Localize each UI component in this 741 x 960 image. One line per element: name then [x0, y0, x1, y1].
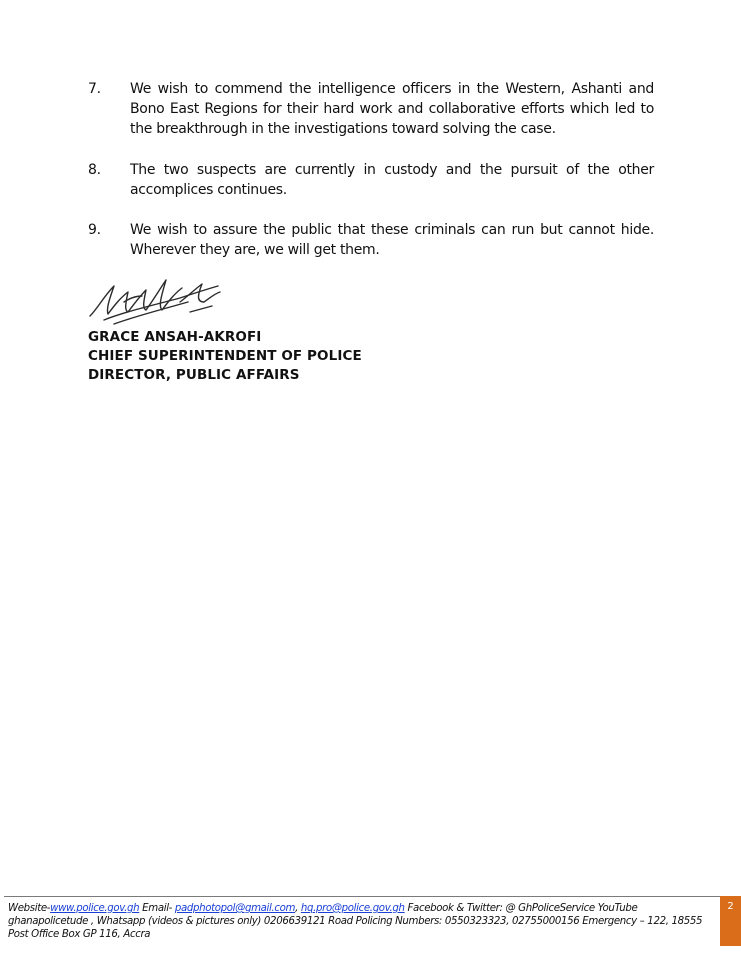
paragraph-text: We wish to commend the intelligence officers in the Western, Ashanti and Bono East Regions for their hard work and collaborative efforts which led to the breakthrough in the investigations toward solving the case.	[130, 81, 654, 137]
signature-block	[88, 328, 362, 385]
handwritten-signature	[84, 272, 234, 330]
page-number: 2	[727, 901, 734, 912]
paragraph-9	[88, 220, 654, 260]
email-link-hq-pro[interactable]: hq.pro@police.gov.gh	[300, 903, 405, 914]
footer-divider	[4, 896, 720, 897]
website-label: Website-	[8, 903, 51, 914]
website-link[interactable]: www.police.gov.gh	[50, 903, 140, 914]
signatory-name: GRACE ANSAH-AKROFI	[88, 329, 262, 345]
paragraph-number: 7.	[88, 81, 101, 97]
paragraph-8	[88, 160, 654, 200]
paragraph-text: We wish to assure the public that these criminals can run but cannot hide. Wherever they are, we will get them.	[130, 222, 654, 258]
footer-line-2: ghanapolicetude , Whatsapp (videos & pictures only) 0206639121 Road Policing Numbers: 0550323323, 02755000156 Emergency – 122, 18555	[8, 916, 703, 927]
signatory-title: DIRECTOR, PUBLIC AFFAIRS	[88, 367, 300, 383]
email-separator: ,	[295, 903, 301, 914]
email-label: Email-	[139, 903, 175, 914]
paragraph-number: 9.	[88, 222, 101, 238]
signatory-rank: CHIEF SUPERINTENDENT OF POLICE	[88, 348, 362, 364]
email-link-padphotopol[interactable]: padphotopol@gmail.com	[174, 903, 296, 914]
footer-line-3: Post Office Box GP 116, Accra	[8, 929, 151, 940]
paragraph-number: 8.	[88, 162, 101, 178]
social-contacts: Facebook & Twitter: @ GhPoliceService YouTube	[404, 903, 638, 914]
paragraph-text: The two suspects are currently in custody and the pursuit of the other accomplices continues.	[130, 162, 654, 198]
footer	[8, 902, 714, 941]
page-number-tab	[720, 896, 741, 946]
footer-line-1	[8, 902, 714, 915]
paragraph-7	[88, 79, 654, 139]
